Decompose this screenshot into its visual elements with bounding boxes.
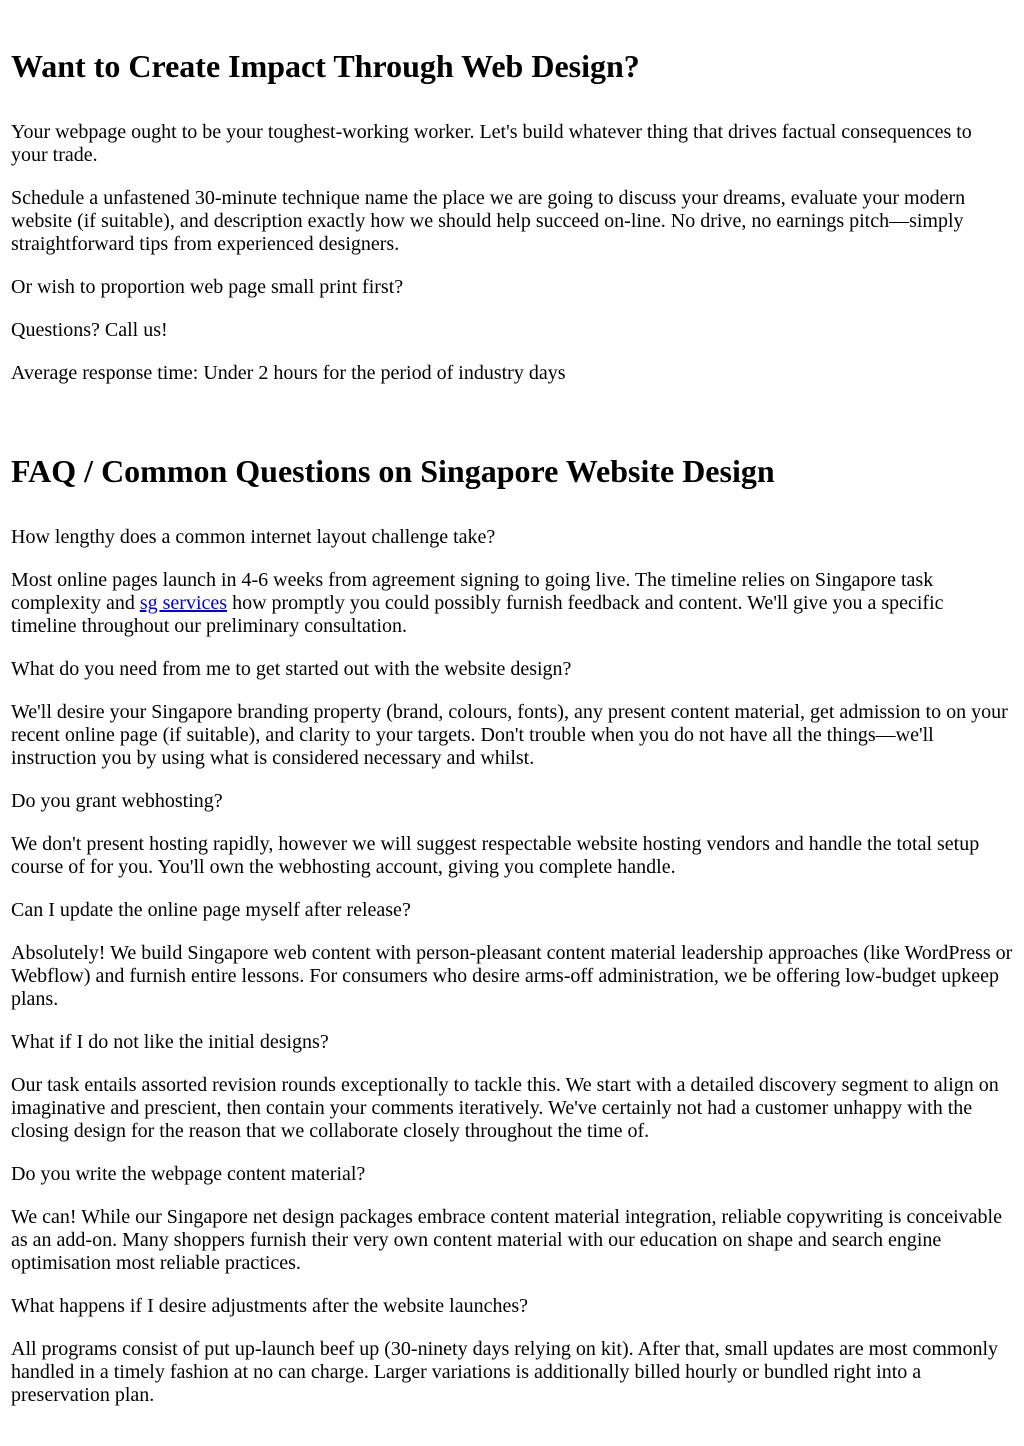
paragraph: Your webpage ought to be your toughest-working worker. Let's build whatever thing that drives factual consequences to your trade. [11,121,972,166]
faq-question: What happens if I desire adjustments after the website launches? [11,1295,529,1317]
faq-question: What do you need from me to get started out with the website design? [11,658,572,680]
section-heading: Want to Create Impact Through Web Design? [11,48,640,84]
faq-question: What if I do not like the initial designs? [11,1031,329,1053]
paragraph: Or wish to proportion web page small print first? [11,276,404,298]
paragraph: Schedule a unfastened 30-minute technique name the place we are going to discuss your dreams, evaluate your modern website (if suitable), and description exactly how we should help succeed on-line. No drive, no earnings pitch—simply straightforward tips from experienced designers. [11,187,966,255]
faq-question: Do you write the webpage content material? [11,1163,366,1185]
sg-services-link[interactable]: sg services [139,592,228,614]
faq-answer: We'll desire your Singapore branding property (brand, colours, fonts), any present content material, get admission to on your recent online page (if suitable), and clarity to your targets. Don't trouble when you do not have all the things—we'll instruction you by using what is considered necessary and whilst. [11,701,1008,769]
faq-answer: Our task entails assorted revision rounds exceptionally to tackle this. We start with a detailed discovery segment to align on imaginative and prescient, then contain your comments iteratively. We've certainly not had a customer unhappy with the closing design for the reason that we collaborate closely throughout the time of. [11,1074,999,1142]
faq-question: Can I update the online page myself after release? [11,899,411,921]
faq-heading: FAQ / Common Questions on Singapore Website Design [11,453,775,489]
faq-answer: We can! While our Singapore net design packages embrace content material integration, reliable copywriting is conceivable as an add-on. Many shoppers furnish their very own content material with our education on shape and search engine optimisation most reliable practices. [11,1206,1002,1274]
faq-question: Do you grant webhosting? [11,790,223,812]
answer-text: how promptly you could possibly furnish feedback and content. We'll give you a specific timeline throughout our preliminary consultation. [11,592,944,637]
paragraph: Questions? Call us! [11,319,168,341]
paragraph: Average response time: Under 2 hours for the period of industry days [11,362,566,384]
faq-question: How lengthy does a common internet layout challenge take? [11,526,496,548]
faq-answer [11,569,1013,638]
faq-answer: Absolutely! We build Singapore web content with person-pleasant content material leadership approaches (like WordPress or Webflow) and furnish entire lessons. For consumers who desire arms-off administration, we be offering low-budget upkeep plans. [11,942,1013,1010]
answer-text: Most online pages launch in 4-6 weeks from agreement signing to going live. The timeline relies on Singapore task complexity and [11,569,934,614]
faq-answer: All programs consist of put up-launch beef up (30-ninety days relying on kit). After that, small updates are most commonly handled in a timely fashion at no can charge. Larger variations is additionally billed hourly or bundled right into a preservation plan. [11,1338,999,1406]
faq-answer: We don't present hosting rapidly, however we will suggest respectable website hosting vendors and handle the total setup course of for you. You'll own the webhosting account, giving you complete handle. [11,833,980,878]
